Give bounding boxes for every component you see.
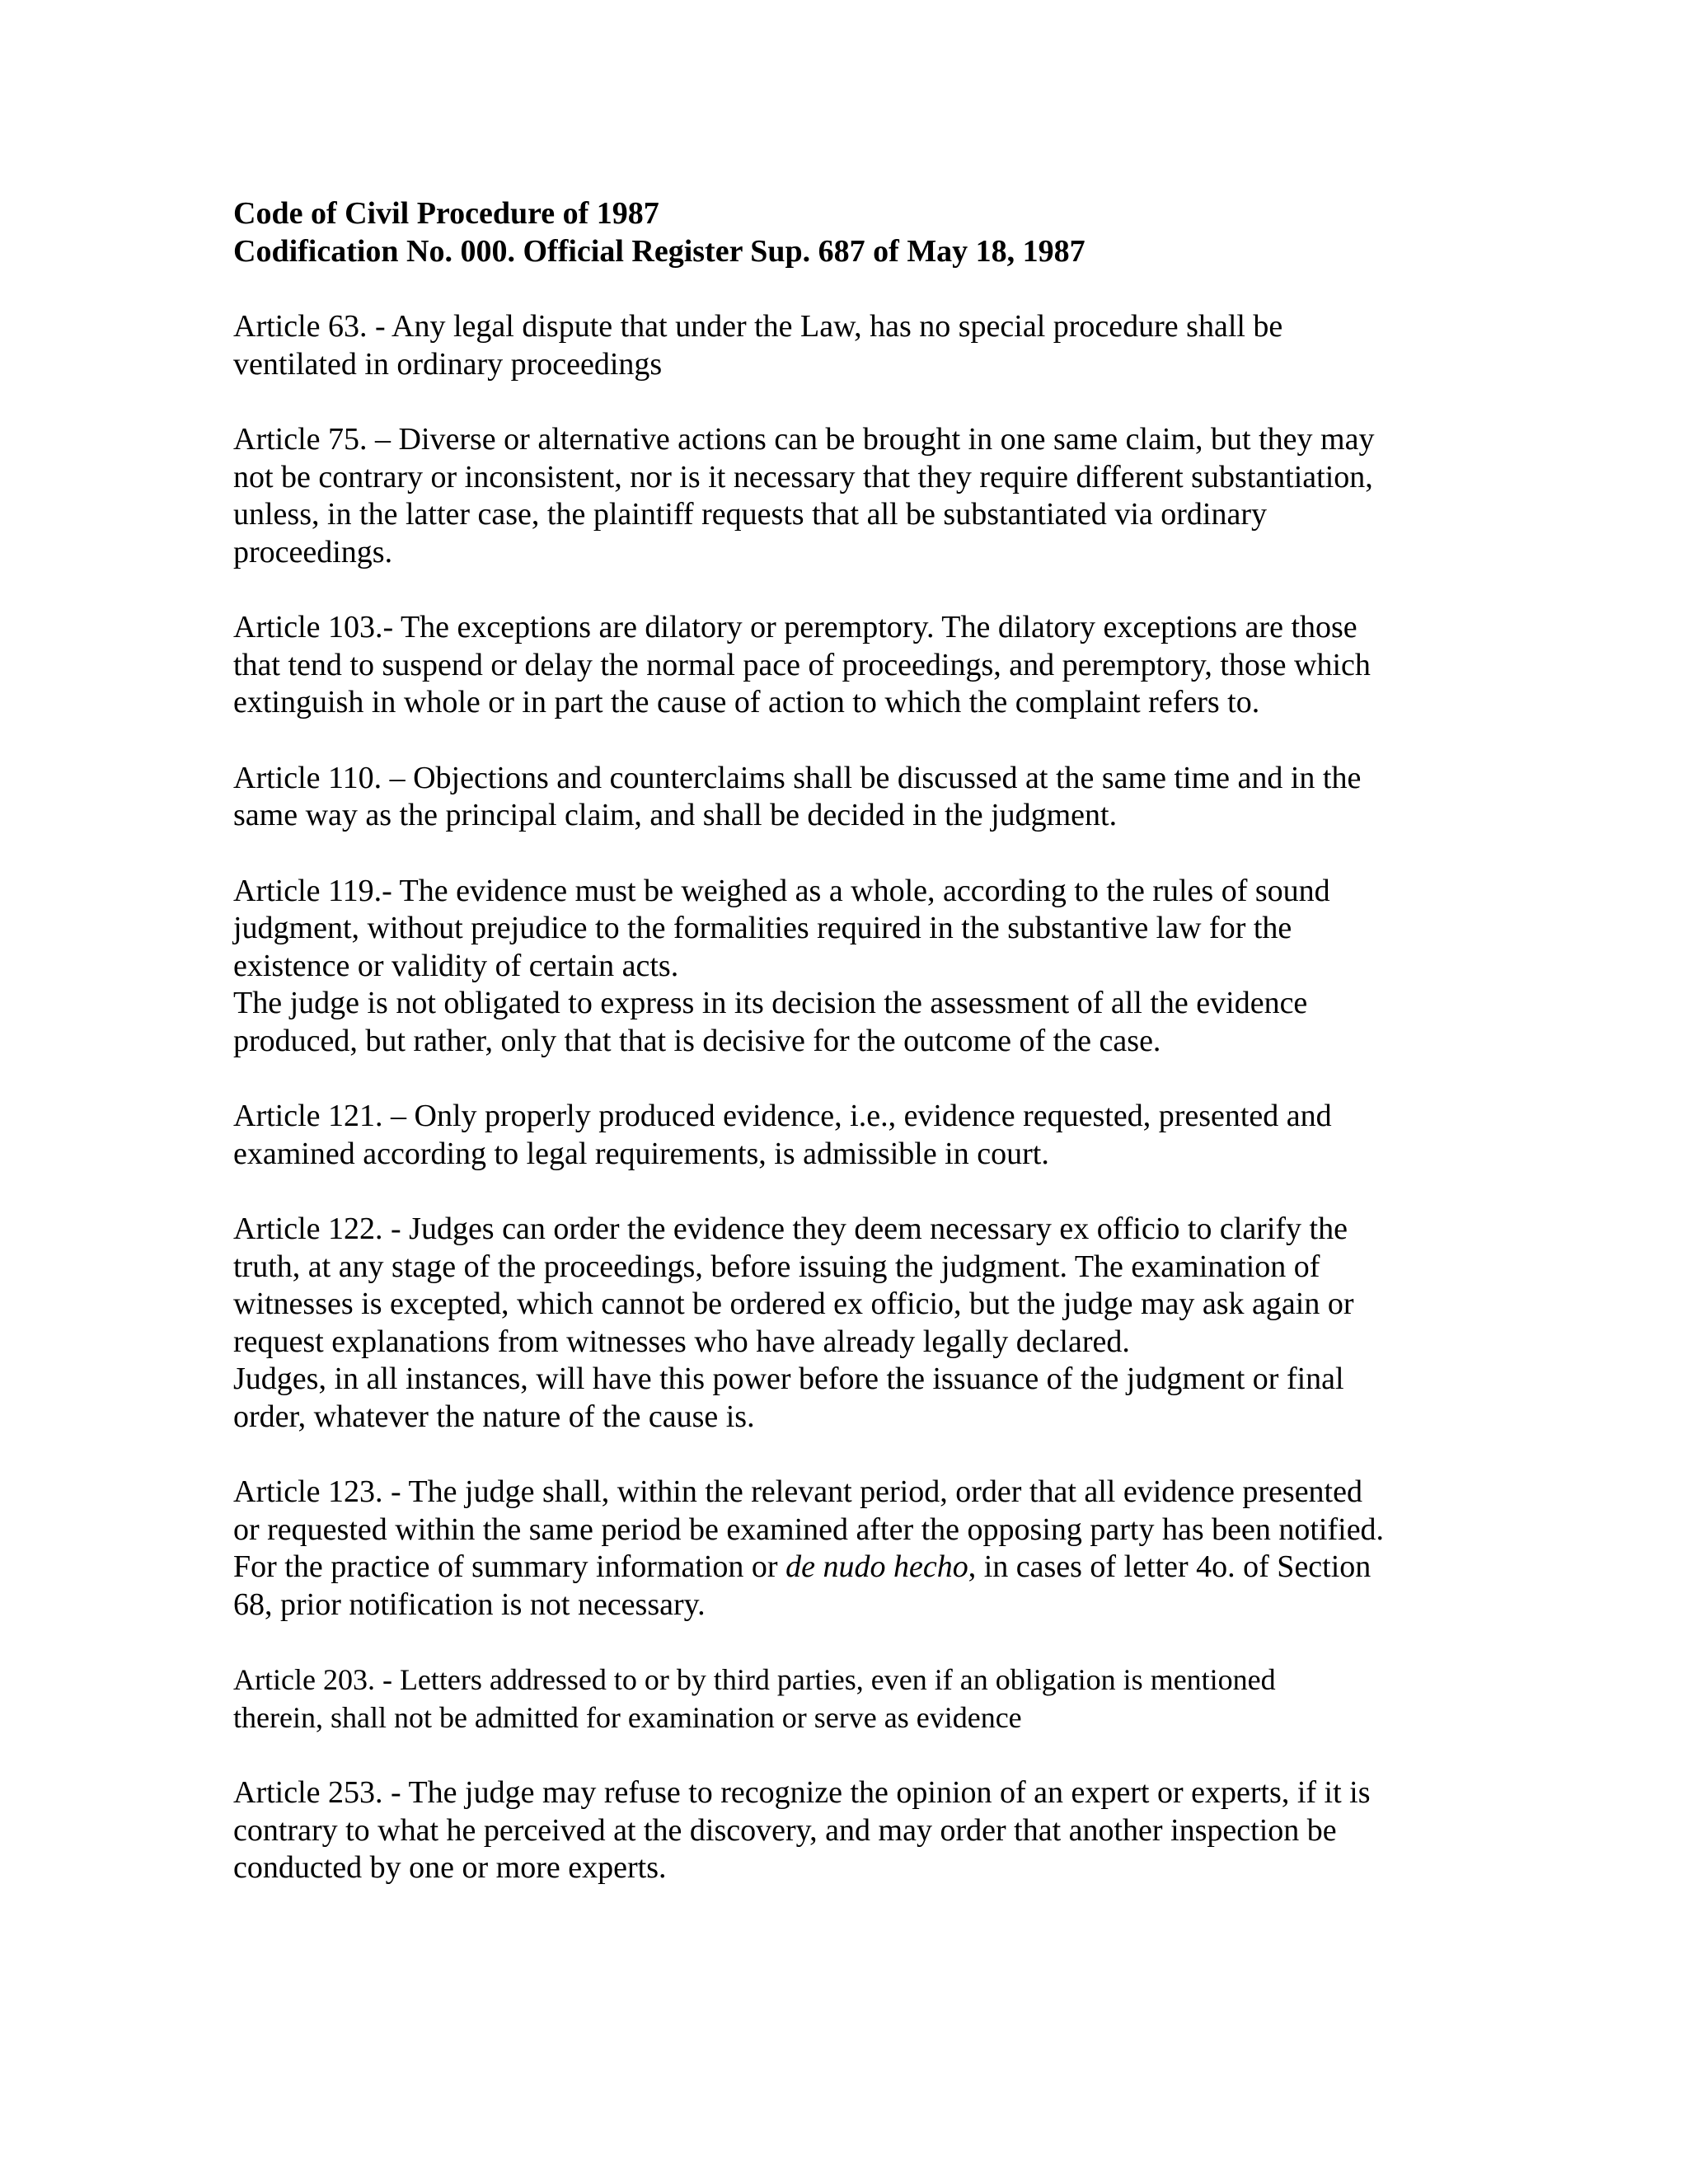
article-line-with-italic xyxy=(233,1549,1470,1586)
article-line: not be contrary or inconsistent, nor is it necessary that they require different substantiation, xyxy=(233,459,1373,494)
article-line: Article 121. – Only properly produced evidence, i.e., evidence requested, presented and xyxy=(233,1099,1332,1133)
article-119 xyxy=(233,873,1470,1061)
article-line: ventilated in ordinary proceedings xyxy=(233,346,663,382)
document-page xyxy=(233,194,1470,1887)
article-75 xyxy=(233,421,1470,571)
article-line: existence or validity of certain acts. xyxy=(233,948,679,983)
document-title: Code of Civil Procedure of 1987 xyxy=(233,196,659,231)
article-line: contrary to what he perceived at the discovery, and may order that another inspection be xyxy=(233,1812,1337,1848)
document-header xyxy=(233,194,1470,270)
article-line: Article 119.- The evidence must be weighed as a whole, according to the rules of sound xyxy=(233,873,1330,908)
article-text-segment: , in cases of letter 4o. of Section xyxy=(968,1549,1372,1584)
article-line: therein, shall not be admitted for examination or serve as evidence xyxy=(233,1700,1022,1734)
article-line: examined according to legal requirements, is admissible in court. xyxy=(233,1136,1049,1171)
article-line: Article 123. - The judge shall, within the relevant period, order that all evidence presented xyxy=(233,1474,1362,1509)
document-subtitle: Codification No. 000. Official Register Sup. 687 of May 18, 1987 xyxy=(233,234,1085,269)
article-line: same way as the principal claim, and shall be decided in the judgment. xyxy=(233,798,1118,832)
article-63 xyxy=(233,308,1470,383)
article-line: Article 110. – Objections and counterclaims shall be discussed at the same time and in the xyxy=(233,760,1362,795)
article-line: extinguish in whole or in part the cause of action to which the complaint refers to. xyxy=(233,685,1260,719)
article-121 xyxy=(233,1098,1470,1173)
article-103 xyxy=(233,609,1470,722)
article-line: Article 103.- The exceptions are dilatory or peremptory. The dilatory exceptions are those xyxy=(233,610,1357,644)
article-122 xyxy=(233,1211,1470,1436)
article-line: Article 203. - Letters addressed to or by third parties, even if an obligation is mentioned xyxy=(233,1663,1276,1696)
article-123 xyxy=(233,1474,1470,1624)
article-line: produced, but rather, only that that is decisive for the outcome of the case. xyxy=(233,1023,1161,1058)
article-line: order, whatever the nature of the cause is. xyxy=(233,1399,755,1434)
article-253 xyxy=(233,1774,1470,1887)
article-line: unless, in the latter case, the plaintiff requests that all be substantiated via ordinary xyxy=(233,497,1267,532)
article-text-segment: For the practice of summary information or xyxy=(233,1549,786,1584)
article-line: Article 75. – Diverse or alternative actions can be brought in one same claim, but they may xyxy=(233,422,1375,457)
article-line: 68, prior notification is not necessary. xyxy=(233,1586,706,1622)
article-line: proceedings. xyxy=(233,534,393,569)
article-line: Article 63. - Any legal dispute that under the Law, has no special procedure shall be xyxy=(233,309,1283,344)
article-line: truth, at any stage of the proceedings, before issuing the judgment. The examination of xyxy=(233,1249,1320,1284)
article-line: conducted by one or more experts. xyxy=(233,1850,667,1885)
article-line: The judge is not obligated to express in its decision the assessment of all the evidence xyxy=(233,986,1308,1020)
article-203 xyxy=(233,1661,1470,1736)
article-line: witnesses is excepted, which cannot be ordered ex officio, but the judge may ask again or xyxy=(233,1286,1354,1321)
article-line: judgment, without prejudice to the formalities required in the substantive law for the xyxy=(233,911,1292,945)
article-line: request explanations from witnesses who have already legally declared. xyxy=(233,1324,1130,1359)
article-line: Judges, in all instances, will have this power before the issuance of the judgment or final xyxy=(233,1361,1344,1396)
article-110 xyxy=(233,760,1470,835)
article-line: Article 122. - Judges can order the evidence they deem necessary ex officio to clarify the xyxy=(233,1212,1348,1246)
latin-term: de nudo hecho xyxy=(785,1549,968,1584)
article-line: that tend to suspend or delay the normal pace of proceedings, and peremptory, those which xyxy=(233,647,1371,682)
article-line: Article 253. - The judge may refuse to recognize the opinion of an expert or experts, if it is xyxy=(233,1775,1371,1810)
article-line: or requested within the same period be examined after the opposing party has been notified. xyxy=(233,1511,1385,1547)
